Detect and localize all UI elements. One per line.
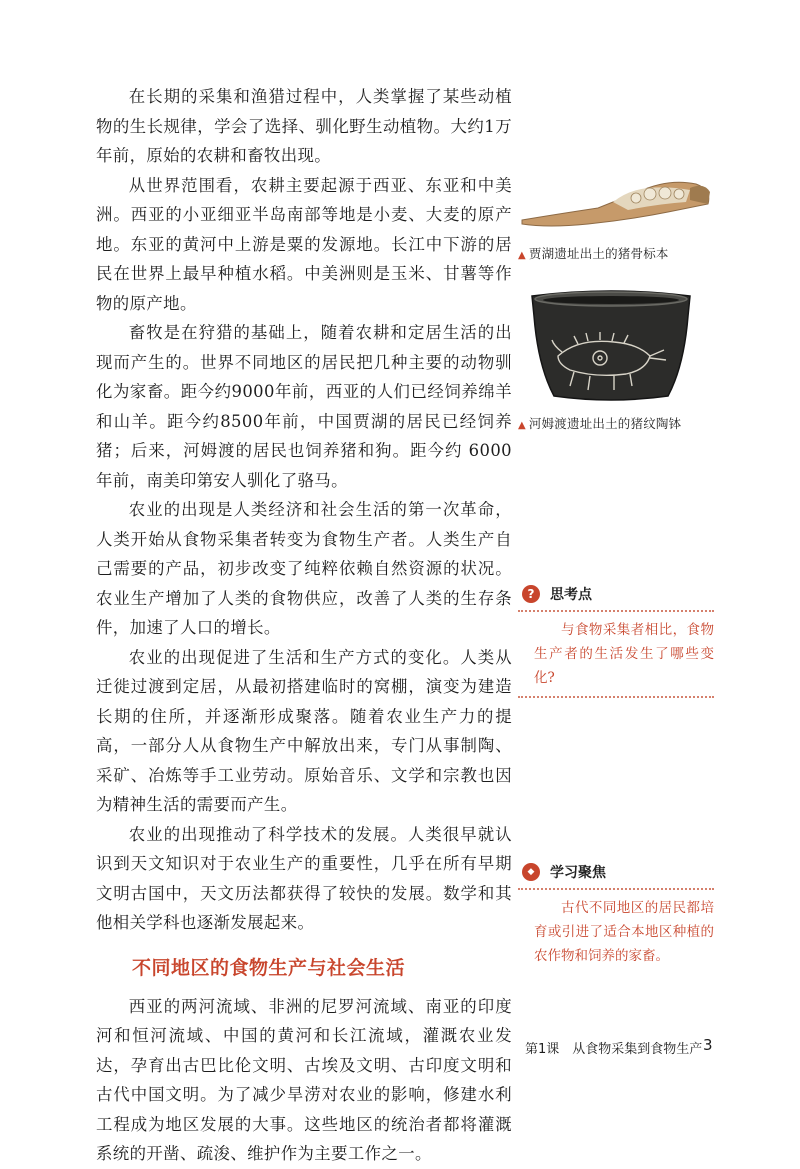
- paragraph: 从世界范围看，农耕主要起源于西亚、东亚和中美洲。西亚的小亚细亚半岛南部等地是小麦、大麦的原产地。东亚的黄河中上游是粟的发源地。长江中下游的居民在世界上最早种植水稻。中美洲则是玉米、甘薯等作物的原产地。: [96, 175, 512, 313]
- pottery-bowl-figure: [518, 286, 714, 432]
- pig-pattern-bowl-image: [518, 286, 704, 404]
- figure-caption: ▲ 贾湖遗址出土的猪骨标本: [518, 246, 669, 261]
- main-text-column: [96, 82, 512, 1169]
- divider: [518, 888, 714, 890]
- study-focus-box: [518, 862, 714, 974]
- paragraph: 在长期的采集和渔猎过程中，人类掌握了某些动植物的生长规律，学会了选择、驯化野生动植物。大约1万年前，原始的农耕和畜牧出现。: [96, 87, 512, 165]
- paragraph: 农业的出现是人类经济和社会生活的第一次革命，人类开始从食物采集者转变为食物生产者。人类生产自己需要的产品，初步改变了纯粹依赖自然资源的状况。农业生产增加了人类的食物供应，改善了人类的生存条件，加速了人口的增长。: [96, 500, 512, 637]
- question-icon: ?: [522, 585, 540, 603]
- think-point-box: [518, 584, 714, 698]
- diamond-icon: ◆: [522, 863, 540, 881]
- section-heading: 不同地区的食物生产与社会生活: [132, 956, 406, 979]
- divider: [518, 610, 714, 612]
- figure-caption: ▲ 河姆渡遗址出土的猪纹陶钵: [518, 416, 682, 431]
- pig-bone-figure: [518, 168, 714, 262]
- paragraph: 西亚的两河流域、非洲的尼罗河流域、南亚的印度河和恒河流域、中国的黄河和长江流域，灌溉农业发达，孕育出古巴比伦文明、古埃及文明、古印度文明和古代中国文明。为了减少旱涝对农业的影响，修建水利工程成为地区发展的大事。这些地区的统治者都将灌溉系统的开凿、疏浚、维护作为主要工作之一。: [96, 996, 512, 1163]
- divider: [518, 696, 714, 698]
- box-title: 思考点: [550, 587, 592, 603]
- study-focus-text: 古代不同地区的居民都培育或引进了适合本地区种植的农作物和饲养的家畜。: [534, 900, 714, 964]
- lesson-label: 第1课 从食物采集到食物生产: [525, 1042, 703, 1057]
- paragraph: 农业的出现促进了生活和生产方式的变化。人类从迁徙过渡到定居，从最初搭建临时的窝棚，演变为建造长期的住所，并逐渐形成聚落。随着农业生产力的提高，一部分人从食物生产中解放出来，专门从事制陶、采矿、冶炼等手工业劳动。原始音乐、文学和宗教也因为精神生活的需要而产生。: [96, 647, 512, 814]
- page-number: 3: [703, 1036, 713, 1054]
- paragraph: 农业的出现推动了科学技术的发展。人类很早就认识到天文知识对于农业生产的重要性，几乎在所有早期文明古国中，天文历法都获得了较快的发展。数学和其他相关学科也逐渐发展起来。: [96, 824, 512, 932]
- box-title: 学习聚焦: [550, 865, 606, 881]
- pig-jawbone-image: [518, 168, 714, 234]
- think-point-text: 与食物采集者相比，食物生产者的生活发生了哪些变化?: [534, 622, 714, 686]
- paragraph: 畜牧是在狩猎的基础上，随着农耕和定居生活的出现而产生的。世界不同地区的居民把几种主要的动物驯化为家畜。距今约9000年前，西亚的人们已经饲养绵羊和山羊。距今约8500年前，中国贾湖的居民已经饲养猪；后来，河姆渡的居民也饲养猪和狗。距今约 6000年前，南美印第安人驯化了骆马。: [96, 323, 512, 490]
- triangle-icon: ▲: [518, 250, 526, 261]
- triangle-icon: ▲: [518, 420, 526, 431]
